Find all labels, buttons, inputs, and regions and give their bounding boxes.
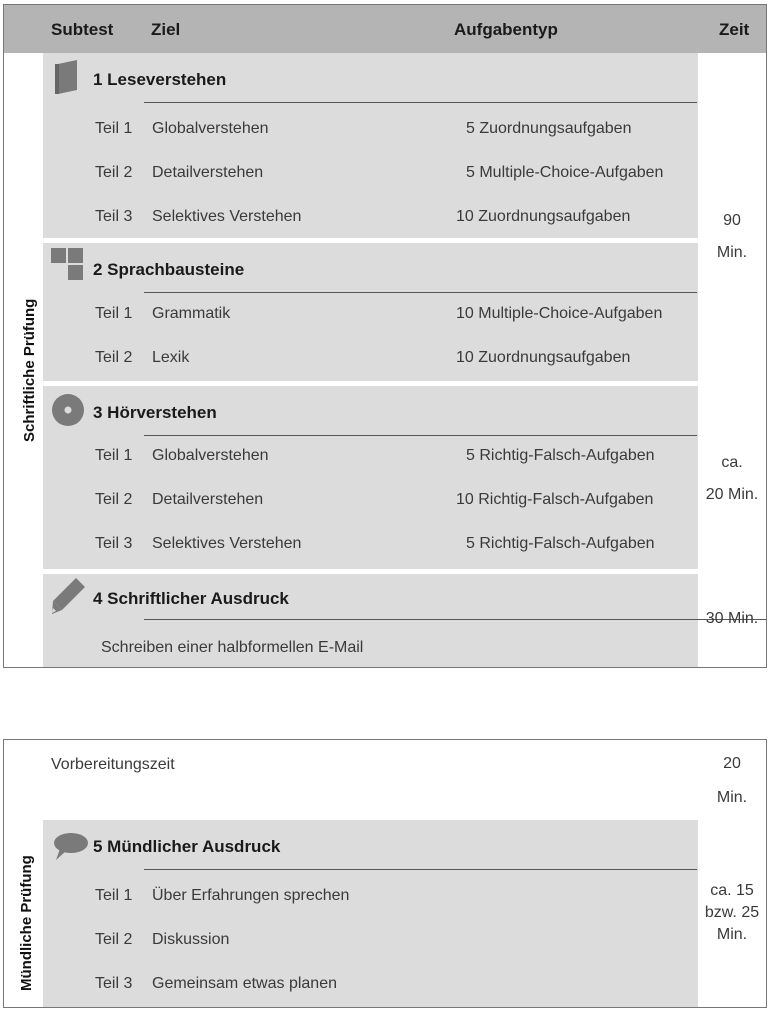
row-teil: Teil 1 — [95, 887, 133, 904]
row-aufgabentyp: 5 Zuordnungsaufgaben — [466, 120, 632, 137]
oral-time-unit: Min. — [716, 926, 748, 943]
section-title: 3 Hörverstehen — [93, 403, 217, 422]
row-teil: Teil 1 — [95, 447, 133, 464]
book-icon — [55, 60, 79, 94]
section-title: 1 Leseverstehen — [93, 70, 227, 89]
row-aufgabentyp: 10 Zuordnungsaufgaben — [456, 349, 631, 366]
section-schriftlicher-ausdruck — [43, 574, 698, 667]
header-zeit: Zeit — [719, 20, 750, 39]
section-hoerverstehen — [43, 386, 698, 569]
row-ziel: Detailverstehen — [152, 491, 264, 508]
row-teil: Teil 2 — [95, 349, 133, 366]
row-aufgabentyp: 10 Richtig-Falsch-Aufgaben — [456, 491, 654, 508]
row-aufgabentyp: 10 Zuordnungsaufgaben — [456, 208, 631, 225]
time-reading-number: 90 — [723, 212, 741, 229]
row-teil: Teil 3 — [95, 535, 133, 552]
row-ziel: Über Erfahrungen sprechen — [152, 887, 350, 904]
section-muendlicher-ausdruck — [43, 820, 698, 1007]
table-header — [4, 5, 766, 53]
side-label-written: Schriftliche Prüfung — [21, 298, 38, 442]
row-ziel: Selektives Verstehen — [152, 535, 302, 552]
time-reading-unit: Min. — [716, 244, 748, 261]
row-ziel: Gemeinsam etwas planen — [152, 975, 337, 992]
time-writing: 30 Min. — [705, 610, 759, 627]
row-ziel: Selektives Verstehen — [152, 208, 302, 225]
row-teil: Teil 3 — [95, 975, 133, 992]
section-leseverstehen — [43, 53, 698, 238]
section-rule — [144, 869, 697, 870]
row-ziel: Grammatik — [152, 305, 231, 322]
written-exam-table — [3, 4, 767, 668]
time-listening-value: 20 Min. — [705, 486, 759, 503]
section-rule — [144, 292, 697, 293]
row-teil: Teil 2 — [95, 931, 133, 948]
row-teil: Teil 2 — [95, 491, 133, 508]
row-ziel: Lexik — [152, 349, 190, 366]
row-ziel: Globalverstehen — [152, 120, 269, 137]
prep-time-number: 20 — [723, 755, 741, 772]
time-listening-ca: ca. — [721, 454, 743, 471]
pencil-icon — [52, 578, 86, 614]
prep-label: Vorbereitungszeit — [51, 756, 175, 773]
row-teil: Teil 1 — [95, 120, 133, 137]
section-sprachbausteine — [43, 243, 698, 381]
row-aufgabentyp: 10 Multiple-Choice-Aufgaben — [456, 305, 663, 322]
speech-bubble-icon — [52, 833, 88, 861]
header-subtest: Subtest — [51, 20, 114, 39]
section-rule — [144, 102, 697, 103]
section-title: 4 Schriftlicher Ausdruck — [93, 589, 289, 608]
header-ziel: Ziel — [151, 20, 181, 39]
row-aufgabentyp: 5 Richtig-Falsch-Aufgaben — [466, 535, 655, 552]
oral-exam-table — [3, 739, 767, 1008]
section-title: 2 Sprachbausteine — [93, 260, 245, 279]
cd-icon — [52, 394, 84, 426]
row-teil: Teil 2 — [95, 164, 133, 181]
task-description: Schreiben einer halbformellen E-Mail — [101, 639, 364, 656]
section-rule — [144, 435, 697, 436]
side-label-oral: Mündliche Prüfung — [18, 855, 35, 991]
header-aufgabentyp: Aufgabentyp — [454, 20, 558, 39]
row-ziel: Diskussion — [152, 931, 230, 948]
row-teil: Teil 3 — [95, 208, 133, 225]
section-rule — [144, 619, 766, 620]
prep-time-unit: Min. — [716, 789, 748, 806]
row-ziel: Globalverstehen — [152, 447, 269, 464]
row-ziel: Detailverstehen — [152, 164, 264, 181]
row-aufgabentyp: 5 Multiple-Choice-Aufgaben — [466, 164, 664, 181]
row-teil: Teil 1 — [95, 305, 133, 322]
oral-time-alt: bzw. 25 — [704, 904, 760, 921]
section-title: 5 Mündlicher Ausdruck — [93, 837, 281, 856]
oral-time-ca: ca. 15 — [710, 882, 754, 899]
blocks-icon — [51, 248, 85, 282]
row-aufgabentyp: 5 Richtig-Falsch-Aufgaben — [466, 447, 655, 464]
